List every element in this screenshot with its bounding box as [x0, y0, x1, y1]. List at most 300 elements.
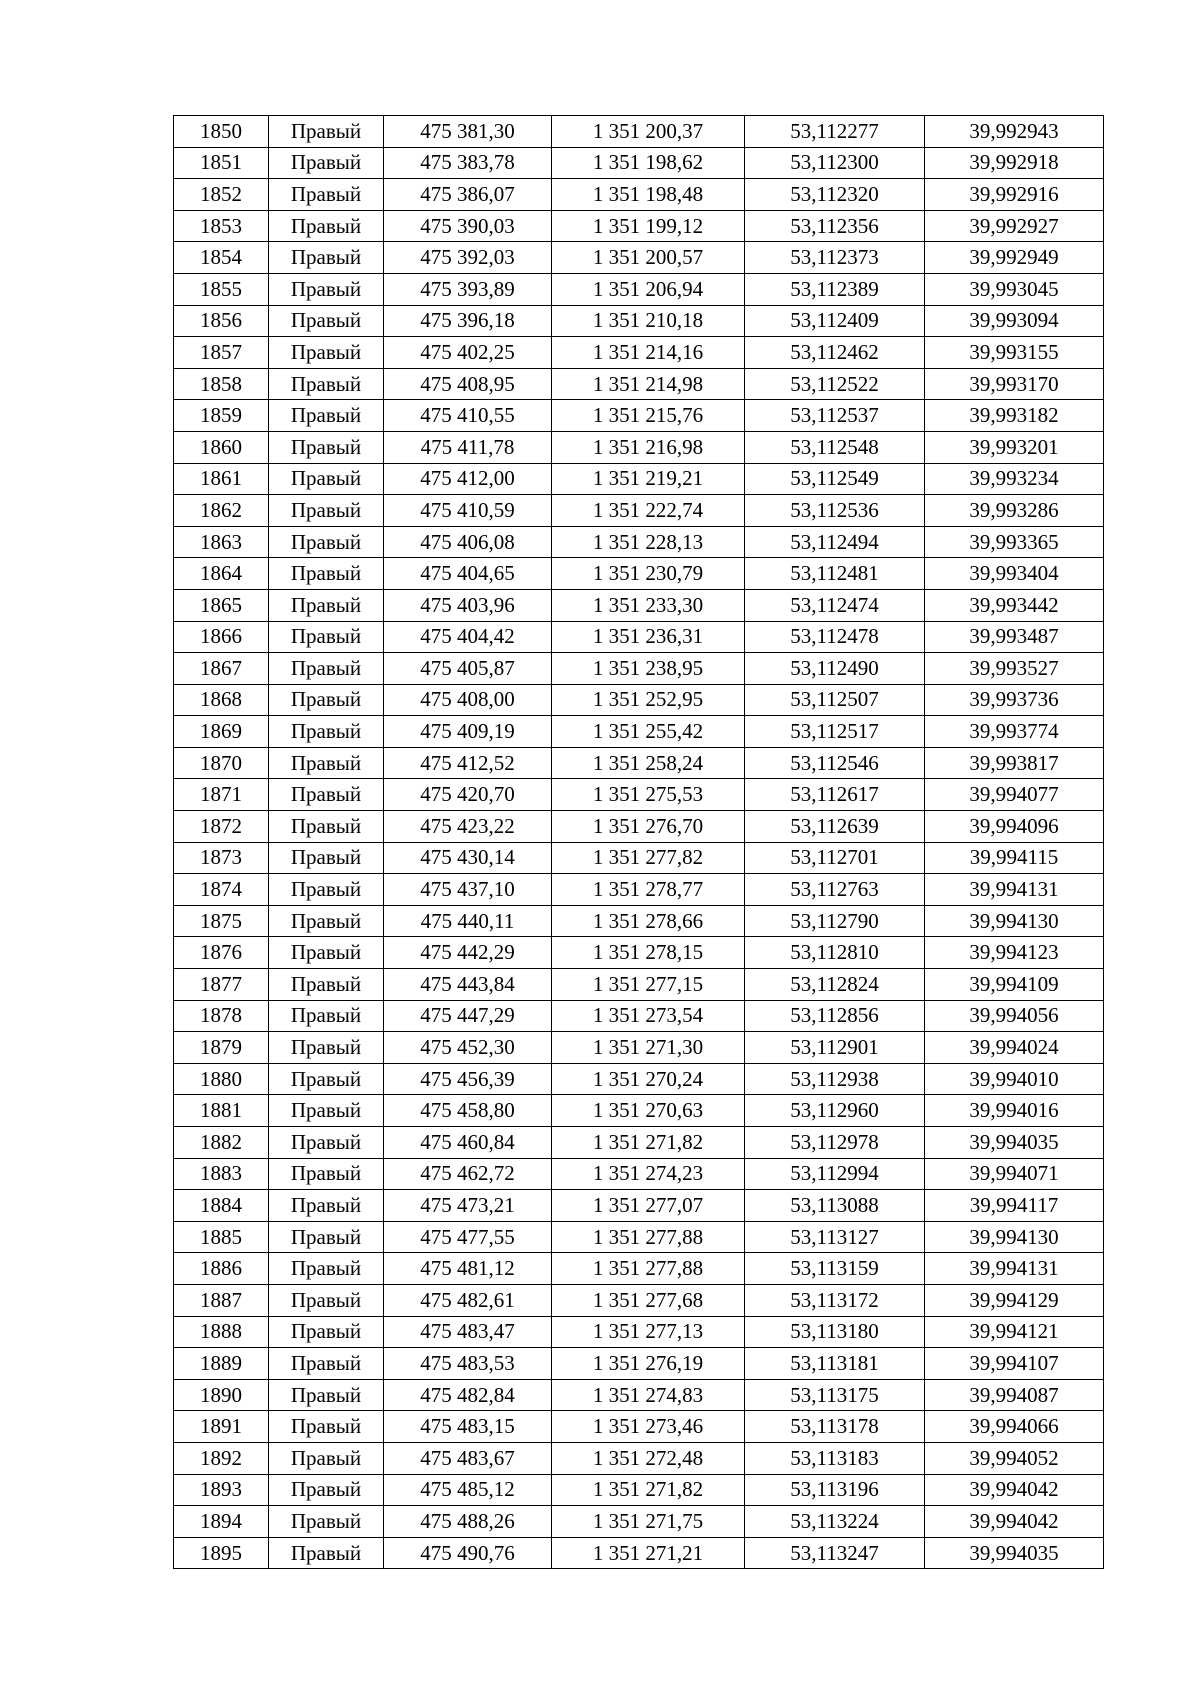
x-coordinate-cell: 475 392,03: [384, 242, 552, 274]
point-number-cell: 1864: [174, 558, 269, 590]
latitude-cell: 53,112617: [745, 779, 925, 811]
table-row: [174, 1032, 1104, 1064]
table-row: [174, 1411, 1104, 1443]
point-number-cell: 1860: [174, 431, 269, 463]
point-number-cell: 1869: [174, 716, 269, 748]
table-row: [174, 495, 1104, 527]
y-coordinate-cell: 1 351 219,21: [552, 463, 745, 495]
longitude-cell: 39,993487: [925, 621, 1104, 653]
point-number-cell: 1852: [174, 179, 269, 211]
longitude-cell: 39,993201: [925, 431, 1104, 463]
table-row: [174, 1221, 1104, 1253]
longitude-cell: 39,994107: [925, 1348, 1104, 1380]
y-coordinate-cell: 1 351 278,15: [552, 937, 745, 969]
x-coordinate-cell: 475 381,30: [384, 116, 552, 148]
latitude-cell: 53,112356: [745, 210, 925, 242]
table-row: [174, 242, 1104, 274]
point-number-cell: 1867: [174, 653, 269, 685]
side-cell: Правый: [269, 621, 384, 653]
table-row: [174, 842, 1104, 874]
longitude-cell: 39,992943: [925, 116, 1104, 148]
latitude-cell: 53,113172: [745, 1284, 925, 1316]
x-coordinate-cell: 475 404,65: [384, 558, 552, 590]
y-coordinate-cell: 1 351 277,68: [552, 1284, 745, 1316]
point-number-cell: 1871: [174, 779, 269, 811]
side-cell: Правый: [269, 337, 384, 369]
point-number-cell: 1882: [174, 1127, 269, 1159]
x-coordinate-cell: 475 458,80: [384, 1095, 552, 1127]
y-coordinate-cell: 1 351 277,82: [552, 842, 745, 874]
longitude-cell: 39,993527: [925, 653, 1104, 685]
side-cell: Правый: [269, 589, 384, 621]
latitude-cell: 53,112546: [745, 747, 925, 779]
x-coordinate-cell: 475 481,12: [384, 1253, 552, 1285]
x-coordinate-cell: 475 408,00: [384, 684, 552, 716]
y-coordinate-cell: 1 351 276,19: [552, 1348, 745, 1380]
point-number-cell: 1857: [174, 337, 269, 369]
coordinates-table-body: [174, 116, 1104, 1569]
y-coordinate-cell: 1 351 277,88: [552, 1221, 745, 1253]
table-row: [174, 874, 1104, 906]
longitude-cell: 39,994087: [925, 1379, 1104, 1411]
x-coordinate-cell: 475 483,47: [384, 1316, 552, 1348]
y-coordinate-cell: 1 351 230,79: [552, 558, 745, 590]
latitude-cell: 53,113224: [745, 1506, 925, 1538]
x-coordinate-cell: 475 462,72: [384, 1158, 552, 1190]
y-coordinate-cell: 1 351 222,74: [552, 495, 745, 527]
x-coordinate-cell: 475 406,08: [384, 526, 552, 558]
x-coordinate-cell: 475 420,70: [384, 779, 552, 811]
table-row: [174, 1316, 1104, 1348]
x-coordinate-cell: 475 485,12: [384, 1474, 552, 1506]
y-coordinate-cell: 1 351 273,46: [552, 1411, 745, 1443]
y-coordinate-cell: 1 351 277,07: [552, 1190, 745, 1222]
longitude-cell: 39,994010: [925, 1063, 1104, 1095]
latitude-cell: 53,112389: [745, 273, 925, 305]
point-number-cell: 1863: [174, 526, 269, 558]
x-coordinate-cell: 475 452,30: [384, 1032, 552, 1064]
longitude-cell: 39,994131: [925, 1253, 1104, 1285]
latitude-cell: 53,113127: [745, 1221, 925, 1253]
x-coordinate-cell: 475 402,25: [384, 337, 552, 369]
longitude-cell: 39,994131: [925, 874, 1104, 906]
point-number-cell: 1893: [174, 1474, 269, 1506]
longitude-cell: 39,994042: [925, 1506, 1104, 1538]
latitude-cell: 53,112490: [745, 653, 925, 685]
y-coordinate-cell: 1 351 214,16: [552, 337, 745, 369]
latitude-cell: 53,112277: [745, 116, 925, 148]
longitude-cell: 39,994109: [925, 969, 1104, 1001]
latitude-cell: 53,112810: [745, 937, 925, 969]
table-row: [174, 1442, 1104, 1474]
point-number-cell: 1879: [174, 1032, 269, 1064]
point-number-cell: 1890: [174, 1379, 269, 1411]
table-row: [174, 463, 1104, 495]
table-row: [174, 1284, 1104, 1316]
x-coordinate-cell: 475 460,84: [384, 1127, 552, 1159]
x-coordinate-cell: 475 482,84: [384, 1379, 552, 1411]
x-coordinate-cell: 475 483,67: [384, 1442, 552, 1474]
latitude-cell: 53,112639: [745, 811, 925, 843]
latitude-cell: 53,112474: [745, 589, 925, 621]
y-coordinate-cell: 1 351 277,88: [552, 1253, 745, 1285]
y-coordinate-cell: 1 351 271,82: [552, 1474, 745, 1506]
y-coordinate-cell: 1 351 276,70: [552, 811, 745, 843]
longitude-cell: 39,994035: [925, 1127, 1104, 1159]
point-number-cell: 1883: [174, 1158, 269, 1190]
y-coordinate-cell: 1 351 199,12: [552, 210, 745, 242]
x-coordinate-cell: 475 430,14: [384, 842, 552, 874]
side-cell: Правый: [269, 653, 384, 685]
longitude-cell: 39,993817: [925, 747, 1104, 779]
point-number-cell: 1885: [174, 1221, 269, 1253]
side-cell: Правый: [269, 179, 384, 211]
side-cell: Правый: [269, 273, 384, 305]
longitude-cell: 39,993094: [925, 305, 1104, 337]
point-number-cell: 1856: [174, 305, 269, 337]
latitude-cell: 53,112824: [745, 969, 925, 1001]
longitude-cell: 39,994077: [925, 779, 1104, 811]
y-coordinate-cell: 1 351 271,75: [552, 1506, 745, 1538]
side-cell: Правый: [269, 747, 384, 779]
latitude-cell: 53,113159: [745, 1253, 925, 1285]
x-coordinate-cell: 475 383,78: [384, 147, 552, 179]
y-coordinate-cell: 1 351 200,37: [552, 116, 745, 148]
point-number-cell: 1891: [174, 1411, 269, 1443]
side-cell: Правый: [269, 1284, 384, 1316]
table-row: [174, 116, 1104, 148]
point-number-cell: 1872: [174, 811, 269, 843]
side-cell: Правый: [269, 1316, 384, 1348]
coordinates-table: [173, 115, 1104, 1569]
longitude-cell: 39,993736: [925, 684, 1104, 716]
longitude-cell: 39,994071: [925, 1158, 1104, 1190]
table-row: [174, 1506, 1104, 1538]
longitude-cell: 39,993774: [925, 716, 1104, 748]
table-row: [174, 1348, 1104, 1380]
side-cell: Правый: [269, 1474, 384, 1506]
side-cell: Правый: [269, 1348, 384, 1380]
y-coordinate-cell: 1 351 228,13: [552, 526, 745, 558]
longitude-cell: 39,994115: [925, 842, 1104, 874]
side-cell: Правый: [269, 779, 384, 811]
point-number-cell: 1874: [174, 874, 269, 906]
point-number-cell: 1851: [174, 147, 269, 179]
table-row: [174, 210, 1104, 242]
y-coordinate-cell: 1 351 200,57: [552, 242, 745, 274]
x-coordinate-cell: 475 490,76: [384, 1537, 552, 1569]
x-coordinate-cell: 475 440,11: [384, 905, 552, 937]
longitude-cell: 39,994035: [925, 1537, 1104, 1569]
x-coordinate-cell: 475 443,84: [384, 969, 552, 1001]
side-cell: Правый: [269, 1127, 384, 1159]
longitude-cell: 39,994042: [925, 1474, 1104, 1506]
x-coordinate-cell: 475 437,10: [384, 874, 552, 906]
table-row: [174, 905, 1104, 937]
point-number-cell: 1853: [174, 210, 269, 242]
point-number-cell: 1873: [174, 842, 269, 874]
table-row: [174, 621, 1104, 653]
latitude-cell: 53,112960: [745, 1095, 925, 1127]
side-cell: Правый: [269, 1032, 384, 1064]
latitude-cell: 53,112548: [745, 431, 925, 463]
side-cell: Правый: [269, 905, 384, 937]
point-number-cell: 1886: [174, 1253, 269, 1285]
latitude-cell: 53,112978: [745, 1127, 925, 1159]
table-row: [174, 684, 1104, 716]
side-cell: Правый: [269, 1190, 384, 1222]
y-coordinate-cell: 1 351 215,76: [552, 400, 745, 432]
latitude-cell: 53,113183: [745, 1442, 925, 1474]
table-row: [174, 1190, 1104, 1222]
side-cell: Правый: [269, 1095, 384, 1127]
longitude-cell: 39,993234: [925, 463, 1104, 495]
x-coordinate-cell: 475 403,96: [384, 589, 552, 621]
table-row: [174, 1063, 1104, 1095]
side-cell: Правый: [269, 431, 384, 463]
table-row: [174, 1537, 1104, 1569]
latitude-cell: 53,112549: [745, 463, 925, 495]
longitude-cell: 39,993442: [925, 589, 1104, 621]
point-number-cell: 1858: [174, 368, 269, 400]
y-coordinate-cell: 1 351 271,21: [552, 1537, 745, 1569]
longitude-cell: 39,993045: [925, 273, 1104, 305]
side-cell: Правый: [269, 1442, 384, 1474]
y-coordinate-cell: 1 351 273,54: [552, 1000, 745, 1032]
y-coordinate-cell: 1 351 275,53: [552, 779, 745, 811]
x-coordinate-cell: 475 423,22: [384, 811, 552, 843]
side-cell: Правый: [269, 969, 384, 1001]
side-cell: Правый: [269, 811, 384, 843]
point-number-cell: 1875: [174, 905, 269, 937]
table-row: [174, 273, 1104, 305]
table-row: [174, 305, 1104, 337]
side-cell: Правый: [269, 1063, 384, 1095]
table-row: [174, 431, 1104, 463]
table-row: [174, 811, 1104, 843]
latitude-cell: 53,112994: [745, 1158, 925, 1190]
table-row: [174, 969, 1104, 1001]
side-cell: Правый: [269, 526, 384, 558]
side-cell: Правый: [269, 1537, 384, 1569]
x-coordinate-cell: 475 412,00: [384, 463, 552, 495]
longitude-cell: 39,994121: [925, 1316, 1104, 1348]
point-number-cell: 1887: [174, 1284, 269, 1316]
side-cell: Правый: [269, 116, 384, 148]
table-row: [174, 1474, 1104, 1506]
latitude-cell: 53,113196: [745, 1474, 925, 1506]
latitude-cell: 53,113247: [745, 1537, 925, 1569]
latitude-cell: 53,112481: [745, 558, 925, 590]
side-cell: Правый: [269, 147, 384, 179]
table-row: [174, 337, 1104, 369]
x-coordinate-cell: 475 477,55: [384, 1221, 552, 1253]
longitude-cell: 39,994129: [925, 1284, 1104, 1316]
latitude-cell: 53,112320: [745, 179, 925, 211]
side-cell: Правый: [269, 558, 384, 590]
side-cell: Правый: [269, 305, 384, 337]
y-coordinate-cell: 1 351 277,13: [552, 1316, 745, 1348]
latitude-cell: 53,112536: [745, 495, 925, 527]
latitude-cell: 53,112790: [745, 905, 925, 937]
point-number-cell: 1888: [174, 1316, 269, 1348]
table-row: [174, 526, 1104, 558]
x-coordinate-cell: 475 404,42: [384, 621, 552, 653]
table-row: [174, 558, 1104, 590]
table-row: [174, 1000, 1104, 1032]
latitude-cell: 53,112409: [745, 305, 925, 337]
side-cell: Правый: [269, 1253, 384, 1285]
x-coordinate-cell: 475 442,29: [384, 937, 552, 969]
longitude-cell: 39,993404: [925, 558, 1104, 590]
x-coordinate-cell: 475 396,18: [384, 305, 552, 337]
y-coordinate-cell: 1 351 278,77: [552, 874, 745, 906]
y-coordinate-cell: 1 351 238,95: [552, 653, 745, 685]
latitude-cell: 53,112856: [745, 1000, 925, 1032]
longitude-cell: 39,993286: [925, 495, 1104, 527]
table-row: [174, 779, 1104, 811]
x-coordinate-cell: 475 483,53: [384, 1348, 552, 1380]
table-row: [174, 589, 1104, 621]
longitude-cell: 39,993155: [925, 337, 1104, 369]
side-cell: Правый: [269, 210, 384, 242]
x-coordinate-cell: 475 393,89: [384, 273, 552, 305]
longitude-cell: 39,994117: [925, 1190, 1104, 1222]
side-cell: Правый: [269, 716, 384, 748]
x-coordinate-cell: 475 412,52: [384, 747, 552, 779]
y-coordinate-cell: 1 351 233,30: [552, 589, 745, 621]
latitude-cell: 53,112938: [745, 1063, 925, 1095]
longitude-cell: 39,994024: [925, 1032, 1104, 1064]
point-number-cell: 1855: [174, 273, 269, 305]
x-coordinate-cell: 475 410,59: [384, 495, 552, 527]
latitude-cell: 53,112373: [745, 242, 925, 274]
y-coordinate-cell: 1 351 255,42: [552, 716, 745, 748]
side-cell: Правый: [269, 1411, 384, 1443]
table-row: [174, 653, 1104, 685]
latitude-cell: 53,112901: [745, 1032, 925, 1064]
longitude-cell: 39,992918: [925, 147, 1104, 179]
y-coordinate-cell: 1 351 210,18: [552, 305, 745, 337]
x-coordinate-cell: 475 447,29: [384, 1000, 552, 1032]
point-number-cell: 1862: [174, 495, 269, 527]
point-number-cell: 1895: [174, 1537, 269, 1569]
longitude-cell: 39,993182: [925, 400, 1104, 432]
longitude-cell: 39,994056: [925, 1000, 1104, 1032]
table-row: [174, 1095, 1104, 1127]
side-cell: Правый: [269, 400, 384, 432]
x-coordinate-cell: 475 411,78: [384, 431, 552, 463]
y-coordinate-cell: 1 351 236,31: [552, 621, 745, 653]
y-coordinate-cell: 1 351 206,94: [552, 273, 745, 305]
side-cell: Правый: [269, 1506, 384, 1538]
table-row: [174, 937, 1104, 969]
longitude-cell: 39,994130: [925, 905, 1104, 937]
table-row: [174, 716, 1104, 748]
point-number-cell: 1881: [174, 1095, 269, 1127]
longitude-cell: 39,994130: [925, 1221, 1104, 1253]
side-cell: Правый: [269, 874, 384, 906]
y-coordinate-cell: 1 351 252,95: [552, 684, 745, 716]
y-coordinate-cell: 1 351 198,62: [552, 147, 745, 179]
latitude-cell: 53,112763: [745, 874, 925, 906]
x-coordinate-cell: 475 386,07: [384, 179, 552, 211]
table-row: [174, 368, 1104, 400]
point-number-cell: 1889: [174, 1348, 269, 1380]
latitude-cell: 53,112507: [745, 684, 925, 716]
point-number-cell: 1880: [174, 1063, 269, 1095]
y-coordinate-cell: 1 351 198,48: [552, 179, 745, 211]
y-coordinate-cell: 1 351 274,83: [552, 1379, 745, 1411]
latitude-cell: 53,112300: [745, 147, 925, 179]
y-coordinate-cell: 1 351 270,63: [552, 1095, 745, 1127]
side-cell: Правый: [269, 842, 384, 874]
longitude-cell: 39,994123: [925, 937, 1104, 969]
point-number-cell: 1850: [174, 116, 269, 148]
point-number-cell: 1870: [174, 747, 269, 779]
side-cell: Правый: [269, 1221, 384, 1253]
y-coordinate-cell: 1 351 274,23: [552, 1158, 745, 1190]
point-number-cell: 1861: [174, 463, 269, 495]
y-coordinate-cell: 1 351 277,15: [552, 969, 745, 1001]
longitude-cell: 39,994052: [925, 1442, 1104, 1474]
longitude-cell: 39,992916: [925, 179, 1104, 211]
y-coordinate-cell: 1 351 216,98: [552, 431, 745, 463]
table-row: [174, 1127, 1104, 1159]
side-cell: Правый: [269, 1000, 384, 1032]
longitude-cell: 39,993170: [925, 368, 1104, 400]
latitude-cell: 53,113175: [745, 1379, 925, 1411]
x-coordinate-cell: 475 456,39: [384, 1063, 552, 1095]
y-coordinate-cell: 1 351 214,98: [552, 368, 745, 400]
latitude-cell: 53,112462: [745, 337, 925, 369]
x-coordinate-cell: 475 488,26: [384, 1506, 552, 1538]
table-row: [174, 1379, 1104, 1411]
point-number-cell: 1854: [174, 242, 269, 274]
point-number-cell: 1868: [174, 684, 269, 716]
latitude-cell: 53,112537: [745, 400, 925, 432]
point-number-cell: 1878: [174, 1000, 269, 1032]
latitude-cell: 53,113180: [745, 1316, 925, 1348]
table-row: [174, 400, 1104, 432]
table-row: [174, 147, 1104, 179]
x-coordinate-cell: 475 409,19: [384, 716, 552, 748]
point-number-cell: 1892: [174, 1442, 269, 1474]
longitude-cell: 39,992949: [925, 242, 1104, 274]
y-coordinate-cell: 1 351 271,82: [552, 1127, 745, 1159]
latitude-cell: 53,112522: [745, 368, 925, 400]
x-coordinate-cell: 475 482,61: [384, 1284, 552, 1316]
longitude-cell: 39,992927: [925, 210, 1104, 242]
y-coordinate-cell: 1 351 258,24: [552, 747, 745, 779]
point-number-cell: 1866: [174, 621, 269, 653]
point-number-cell: 1894: [174, 1506, 269, 1538]
x-coordinate-cell: 475 410,55: [384, 400, 552, 432]
longitude-cell: 39,994066: [925, 1411, 1104, 1443]
side-cell: Правый: [269, 684, 384, 716]
point-number-cell: 1877: [174, 969, 269, 1001]
y-coordinate-cell: 1 351 278,66: [552, 905, 745, 937]
point-number-cell: 1865: [174, 589, 269, 621]
y-coordinate-cell: 1 351 270,24: [552, 1063, 745, 1095]
x-coordinate-cell: 475 473,21: [384, 1190, 552, 1222]
side-cell: Правый: [269, 937, 384, 969]
x-coordinate-cell: 475 483,15: [384, 1411, 552, 1443]
latitude-cell: 53,112701: [745, 842, 925, 874]
side-cell: Правый: [269, 368, 384, 400]
side-cell: Правый: [269, 495, 384, 527]
latitude-cell: 53,112517: [745, 716, 925, 748]
